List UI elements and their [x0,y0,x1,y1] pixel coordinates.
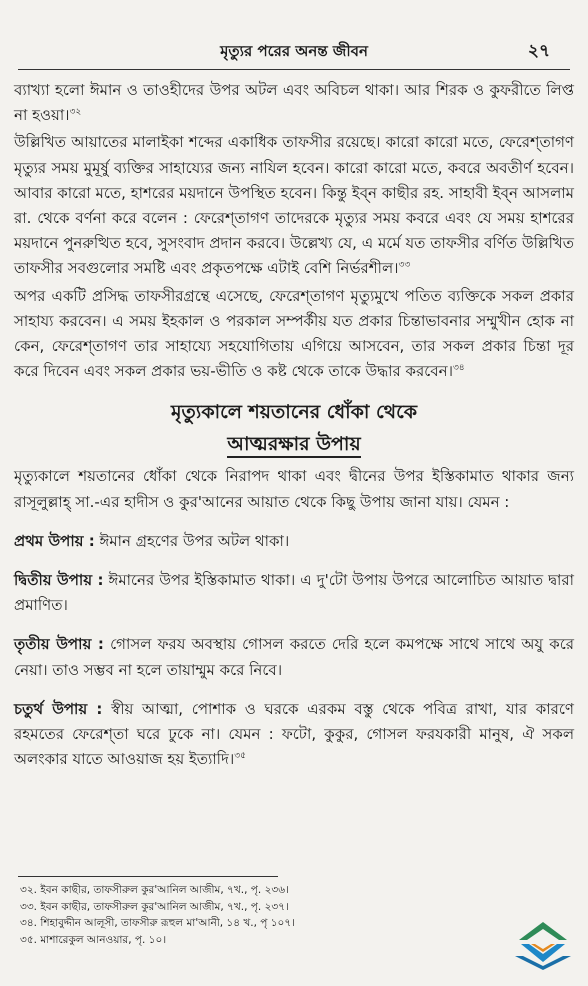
footnote: ৩৫. মাশারেকুল আনওয়ার, পৃ. ১০। [20,933,167,946]
section-intro: মৃত্যুকালে শয়তানের ধোঁকা থেকে নিরাপদ থাকা এবং দ্বীনের উপর ইস্তিকামাত থাকার জন্য রাসূলুল্লাহ্‌ সা.-এর হাদীস ও কুর'আনের আয়াত থেকে কিছু উপায় জানা যায়। যেমন : [14,467,574,511]
method-text: গোসল ফরয অবস্থায় গোসল করতে দেরি হলে কমপক্ষে সাথে সাথে অযু করে নেয়া। তাও সম্ভব না হলে তায়াম্মুম করে নিবে। [14,635,574,679]
footnote: ৩৩. ইবন কাছীর, তাফসীরুল কুর'আনিল আজীম, ৭খ., পৃ. ২৩৭। [20,900,289,913]
footnote-ref: ৩৩ [398,260,411,271]
footnote: ৩৪. শিহাবুদ্দীন আলূসী, তাফসীরু রূহুল মা'আনী, ১৪ খ., পৃ ১০৭। [20,917,295,929]
method-label: তৃতীয় উপায় : [14,635,104,654]
footnote-rule [18,876,278,877]
page-body [14,78,574,772]
method-label: প্রথম উপায় : [14,531,95,550]
footnote-ref: ৩৫ [234,751,246,762]
footnote: ৩২. ইবন কাছীর, তাফসীরুল কুর'আনিল আজীম, ৭খ., পৃ. ২৩৬। [20,884,289,896]
paragraph [14,78,574,128]
page-number: ২৭ [527,41,550,61]
section-heading-line2: আত্মরক্ষার উপায় [227,433,360,458]
footnote-ref: ৩৪ [452,363,465,374]
method-text: স্বীয় আত্মা, পোশাক ও ঘরকে এরকম বস্তু থেকে পবিত্র রাখা, যার কারণে রহমতের ফেরেশ্‌তা ঘরে ঢুকে না। যেমন : ফটো, কুকুর, গোসল ফরযকারী মানুষ, ঐ সকল অলংকার যাতে আওয়াজ হয় ইত্যাদি। [14,699,574,769]
method-item [14,697,574,773]
method-label: চতুর্থ উপায় : [14,699,103,718]
section-heading [14,396,574,460]
method-item [14,632,574,682]
paragraph [14,284,574,385]
footnotes [20,882,490,948]
paragraph-text: অপর একটি প্রসিদ্ধ তাফসীরগ্রন্থে এসেছে, ফেরেশ্‌তাগণ মৃত্যুমুখে পতিত ব্যক্তিকে সকল প্রকার সাহায্য করবেন। এ সময় ইহকাল ও পরকাল সম্পর্কীয় যত প্রকার চিন্তাভাবনার সম্মুখীন হোক না কেন, ফেরেশ্‌তাগণ তার সাহায্যে সহযোগিতায় এগিয়ে আসবেন, তার সকল প্রকার চিন্তা দূর করে দিবেন এবং সকল প্রকার ভয়-ভীতি ও কষ্ট থেকে তাকে উদ্ধার করবেন। [14,286,574,381]
paragraph-text: ব্যাখ্যা হলো ঈমান ও তাওহীদের উপর অটল এবং অবিচল থাকা। আর শিরক ও কুফরীতে লিপ্ত না হওয়া। [14,81,574,125]
paragraph-text: উল্লিখিত আয়াতের মালাইকা শব্দের একাধিক তাফসীর রয়েছে। কারো কারো মতে, ফেরেশ্‌তাগণ মৃত্যুর সময় মুমূর্ষু ব্যক্তির সাহায্যের জন্য নাযিল হবেন। কারো কারো মতে, কবরে অবতীর্ণ হবেন। আবার কারো মতে, হাশরের ময়দানে উপস্থিত হবেন। কিন্তু ইব্‌ন কাছীর রহ. সাহাবী ইব্‌ন আসলাম রা. থেকে বর্ণনা করে বলেন : ফেরেশ্‌তাগণ তাদেরকে মৃত্যুর সময় কবরে এবং যে সময় হাশরের ময়দানে পুনরুত্থিত হবে, সুসংবাদ প্রদান করবে। উল্লেখ্য যে, এ মর্মে যত তাফসীর বর্ণিত উল্লিখিত তাফসীর সবগুলোর সমষ্টি এবং প্রকৃতপক্ষে এটাই বেশি নির্ভরশীল। [14,133,574,278]
running-title: মৃত্যুর পরের অনন্ত জীবন [220,42,368,60]
page-header [0,34,588,70]
method-label: দ্বিতীয় উপায় : [14,571,104,590]
section-heading-line1: মৃত্যুকালে শয়তানের ধোঁকা থেকে [171,401,417,424]
publisher-logo-icon [511,916,575,972]
method-item [14,568,574,618]
method-item [14,529,574,554]
paragraph [14,130,574,281]
method-text: ঈমান গ্রহণের উপর অটল থাকা। [99,531,290,550]
method-text: ঈমানের উপর ইস্তিকামাত থাকা। এ দু'টো উপায় উপরে আলোচিত আয়াত দ্বারা প্রমাণিত। [14,571,574,615]
footnote-ref: ৩২ [69,107,82,118]
header-rule [18,69,570,70]
